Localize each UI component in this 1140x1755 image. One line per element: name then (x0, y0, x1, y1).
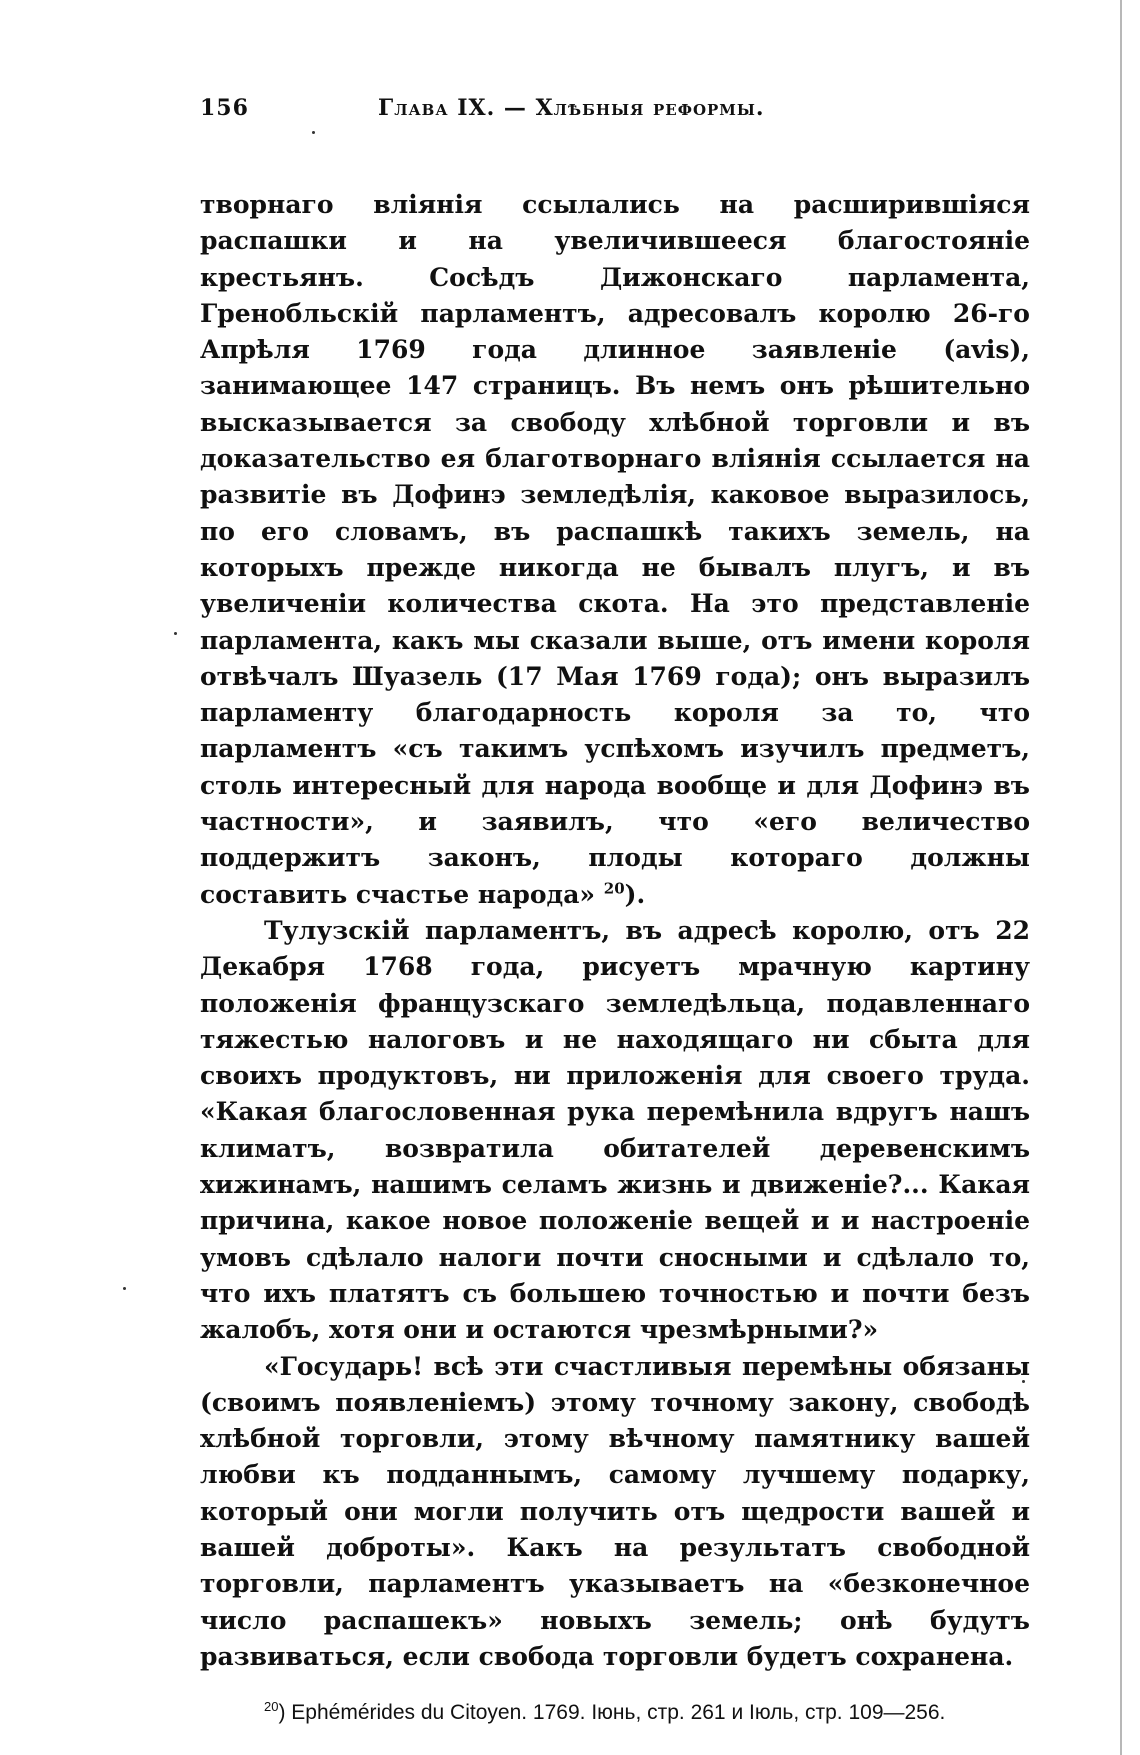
page-edge-line (1120, 0, 1122, 1755)
running-head (200, 95, 1030, 135)
paragraph-text: творнаго вліянія ссылались на расширившіяся распашки и на увеличившееся благостояніе крестьянъ. Сосѣдъ Дижонскаго парламента, Гренобльскій парламентъ, адресовалъ королю 26-го Апрѣля 1769 года длинное заявленіе (avis), занимающее 147 страницъ. Въ немъ онъ рѣшительно высказывается за свободу хлѣбной торговли и въ доказательство ея благотворнаго вліянія ссылается на развитіе въ Дофинэ земледѣлія, каковое выразилось, по его словамъ, въ распашкѣ такихъ земель, на которыхъ прежде никогда не бывалъ плугъ, и въ увеличеніи количества скота. На это представленіе парламента, какъ мы сказали выше, отъ имени короля отвѣчалъ Шуазель (17 Мая 1769 года); онъ выразилъ парламенту благодарность короля за то, что парламентъ «съ такимъ успѣхомъ изучилъ предметъ, столь интересный для народа вообще и для Дофинэ въ частности», и заявилъ, что «его величество поддержитъ законъ, плоды котораго должны составить счастье народа» (200, 190, 1030, 909)
footnote-number: 20 (264, 1699, 279, 1715)
paragraph: «Государь! всѣ эти счастливыя перемѣны обязаны (своимъ появленіемъ) этому точному закону, свободѣ хлѣбной торговли, этому вѣчному памятнику вашей любви къ подданнымъ, самому лучшему подарку, который они могли получить отъ щедрости вашей и вашей доброты». Какъ на результатъ свободной торговли, парламентъ указываетъ на «безконечное число распашекъ» новыхъ земель; онѣ будутъ развиваться, если свобода торговли будетъ сохранена. (200, 1351, 1030, 1671)
paragraph-tail: ). (624, 879, 646, 909)
page-number: 156 (200, 95, 249, 121)
body-text (200, 187, 1030, 1675)
chapter-title: Глава IX. — Хлѣбныя реформы. (378, 95, 765, 121)
paragraph: Тулузскій парламентъ, въ адресѣ королю, отъ 22 Декабря 1768 года, рисуетъ мрачную картину положенія французскаго земледѣльца, подавленнаго тяжестью налоговъ и не находящаго ни сбыта для своихъ продуктовъ, ни приложенія для своего труда. «Какая благословенная рука перемѣнила вдругъ нашъ климатъ, возвратила обитателей деревенскимъ хижинамъ, нашимъ селамъ жизнь и движеніе?... Какая причина, какое новое положеніе вещей и и настроеніе умовъ сдѣлало налоги почти сносными и сдѣлало то, что ихъ платятъ съ большею точностью и почти безъ жалобъ, хотя они и остаются чрезмѣрными?» (200, 915, 1030, 1345)
print-speck (174, 632, 177, 635)
book-page (200, 95, 1030, 1730)
print-speck (123, 1287, 126, 1290)
paragraph (200, 187, 1030, 913)
footnote (200, 1695, 1030, 1730)
footnote-text: ) Ephémérides du Citoyen. 1769. Іюнь, стр. 261 и Іюль, стр. 109—256. (278, 1701, 946, 1725)
footnote-reference: 20 (603, 879, 625, 898)
